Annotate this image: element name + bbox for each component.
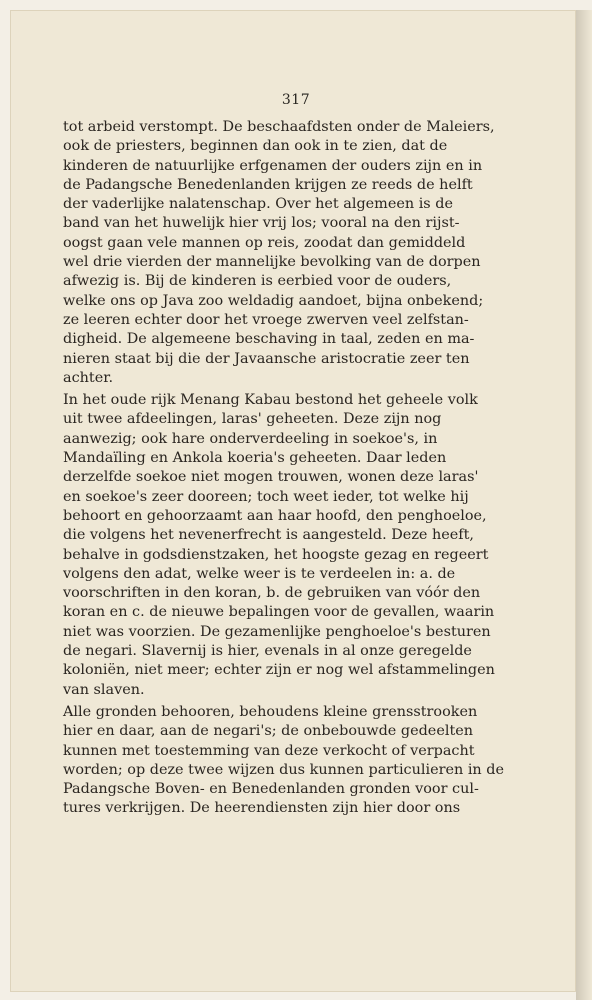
text-line: de Padangsche Benedenlanden krijgen ze reeds de helft bbox=[63, 176, 473, 193]
text-line: nieren staat bij die der Javaansche aristocratie zeer ten bbox=[63, 350, 470, 367]
text-line: welke ons op Java zoo weldadig aandoet, bijna onbekend; bbox=[63, 292, 484, 309]
text-line: wel drie vierden der mannelijke bevolking van de dorpen bbox=[63, 254, 481, 271]
page-number: 317 bbox=[281, 92, 311, 108]
text-line: ook de priesters, beginnen dan ook in te zien, dat de bbox=[63, 138, 448, 155]
text-line: kunnen met toestemming van deze verkocht of verpacht bbox=[63, 742, 475, 759]
text-line: tures verkrijgen. De heerendiensten zijn hier door ons bbox=[63, 800, 461, 817]
text-line: afwezig is. Bij de kinderen is eerbied voor de ouders, bbox=[63, 273, 452, 290]
text-line: tot arbeid verstompt. De beschaafdsten onder de Maleiers, bbox=[63, 119, 495, 135]
text-line: niet was voorzien. De gezamenlijke penghoeloe's besturen bbox=[63, 623, 491, 640]
text-line: Padangsche Boven- en Benedenlanden gronden voor cul- bbox=[63, 781, 479, 798]
text-line: Alle gronden behooren, behoudens kleine grensstrooken bbox=[63, 703, 478, 720]
paragraph-3 bbox=[63, 703, 505, 819]
text-line: aanwezig; ook hare onderverdeeling in soekoe's, in bbox=[63, 430, 438, 447]
paragraph-2 bbox=[63, 391, 495, 700]
text-line: worden; op deze twee wijzen dus kunnen particulieren in de bbox=[63, 761, 505, 778]
text-line: die volgens het nevenerfrecht is aangesteld. Deze heeft, bbox=[63, 527, 474, 544]
text-line: kinderen de natuurlijke erfgenamen der ouders zijn en in bbox=[63, 157, 483, 174]
text-line: de negari. Slavernij is hier, evenals in al onze geregelde bbox=[63, 643, 472, 660]
text-line: Mandaïling en Ankola koeria's geheeten. Daar leden bbox=[63, 450, 447, 467]
text-line: In het oude rijk Menang Kabau bestond het geheele volk bbox=[63, 392, 478, 409]
text-line: behoort en gehoorzaamt aan haar hoofd, den penghoeloe, bbox=[63, 507, 487, 524]
text-line: derzelfde soekoe niet mogen trouwen, wonen deze laras' bbox=[63, 469, 479, 486]
text-line: oogst gaan vele mannen op reis, zoodat dan gemiddeld bbox=[63, 234, 466, 251]
text-line: voorschriften in den koran, b. de gebruiken van vóór den bbox=[63, 585, 481, 602]
text-line: achter. bbox=[63, 369, 114, 386]
text-line: band van het huwelijk hier vrij los; vooral na den rijst- bbox=[63, 215, 460, 232]
text-line: koloniën, niet meer; echter zijn er nog wel afstammelingen bbox=[63, 662, 495, 679]
page-edge-shadow bbox=[576, 10, 592, 1000]
text-line: ze leeren echter door het vroege zwerven veel zelfstan- bbox=[63, 311, 469, 328]
text-line: koran en c. de nieuwe bepalingen voor de gevallen, waarin bbox=[63, 604, 495, 621]
text-line: hier en daar, aan de negari's; de onbebouwde gedeelten bbox=[63, 723, 474, 740]
text-line: van slaven. bbox=[63, 681, 145, 698]
text-line: en soekoe's zeer dooreen; toch weet ieder, tot welke hij bbox=[63, 488, 469, 505]
text-line: behalve in godsdienstzaken, het hoogste gezag en regeert bbox=[63, 546, 489, 563]
text-line: uit twee afdeelingen, laras' geheeten. Deze zijn nog bbox=[63, 411, 442, 428]
text-line: digheid. De algemeene beschaving in taal, zeden en ma- bbox=[63, 331, 475, 348]
text-line: der vaderlijke nalatenschap. Over het algemeen is de bbox=[63, 196, 453, 213]
body-text bbox=[63, 118, 505, 819]
text-line: volgens den adat, welke weer is te verdeelen in: a. de bbox=[63, 565, 456, 582]
paragraph-1 bbox=[63, 118, 495, 388]
